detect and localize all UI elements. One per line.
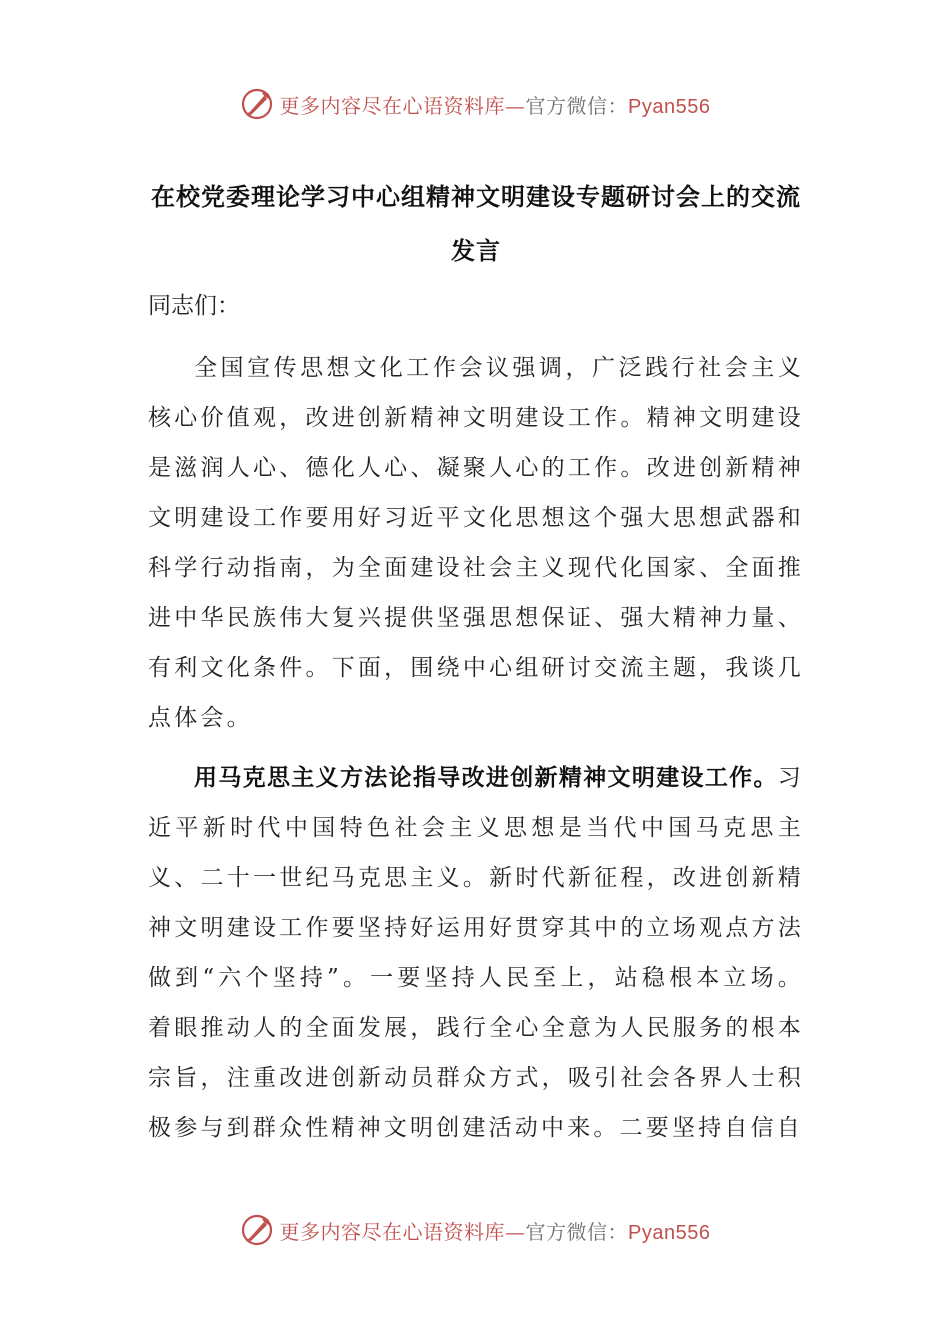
watermark-wechat-id: Pyan556 xyxy=(628,95,711,118)
salutation: 同志们： xyxy=(148,293,240,319)
watermark-wechat-label: 官方微信： xyxy=(525,93,629,118)
quill-logo-icon xyxy=(240,1213,274,1247)
watermark-main: 更多内容尽在心语资料库— xyxy=(279,93,526,118)
quill-logo-icon xyxy=(240,87,274,121)
paragraph-2-heading: 用马克思主义方法论指导改进创新精神文明建设工作。 xyxy=(194,765,778,791)
watermark-footer xyxy=(0,1210,950,1250)
paragraph-2-body: 习近平新时代中国特色社会主义思想是当代中国马克思主义、二十一世纪马克思主义。新时代新征程，改进创新精神文明建设工作要坚持好运用好贯穿其中的立场观点方法做到“六个坚持”。一要坚持人民至上，站稳根本立场。着眼推动人的全面发展，践行全心全意为人民服务的根本宗旨，注重改进创新动员群众方式，吸引社会各界人士积极参与到群众性精神文明创建活动中来。二要坚持自信自 xyxy=(148,765,804,1141)
watermark-wechat-id: Pyan556 xyxy=(628,1221,711,1244)
watermark-text xyxy=(280,90,711,119)
watermark-header xyxy=(0,84,950,124)
watermark-main: 更多内容尽在心语资料库— xyxy=(279,1219,526,1244)
paragraph-1: 全国宣传思想文化工作会议强调，广泛践行社会主义核心价值观，改进创新精神文明建设工作。精神文明建设是滋润人心、德化人心、凝聚人心的工作。改进创新精神文明建设工作要用好习近平文化思想这个强大思想武器和科学行动指南，为全面建设社会主义现代化国家、全面推进中华民族伟大复兴提供坚强思想保证、强大精神力量、有利文化条件。下面，围绕中心组研讨交流主题，我谈几点体会。 xyxy=(148,355,804,731)
watermark-text xyxy=(280,1216,711,1245)
paragraph-2 xyxy=(148,753,804,1153)
document-title: 在校党委理论学习中心组精神文明建设专题研讨会上的交流发言 xyxy=(151,183,801,265)
watermark-wechat-label: 官方微信： xyxy=(525,1219,629,1244)
